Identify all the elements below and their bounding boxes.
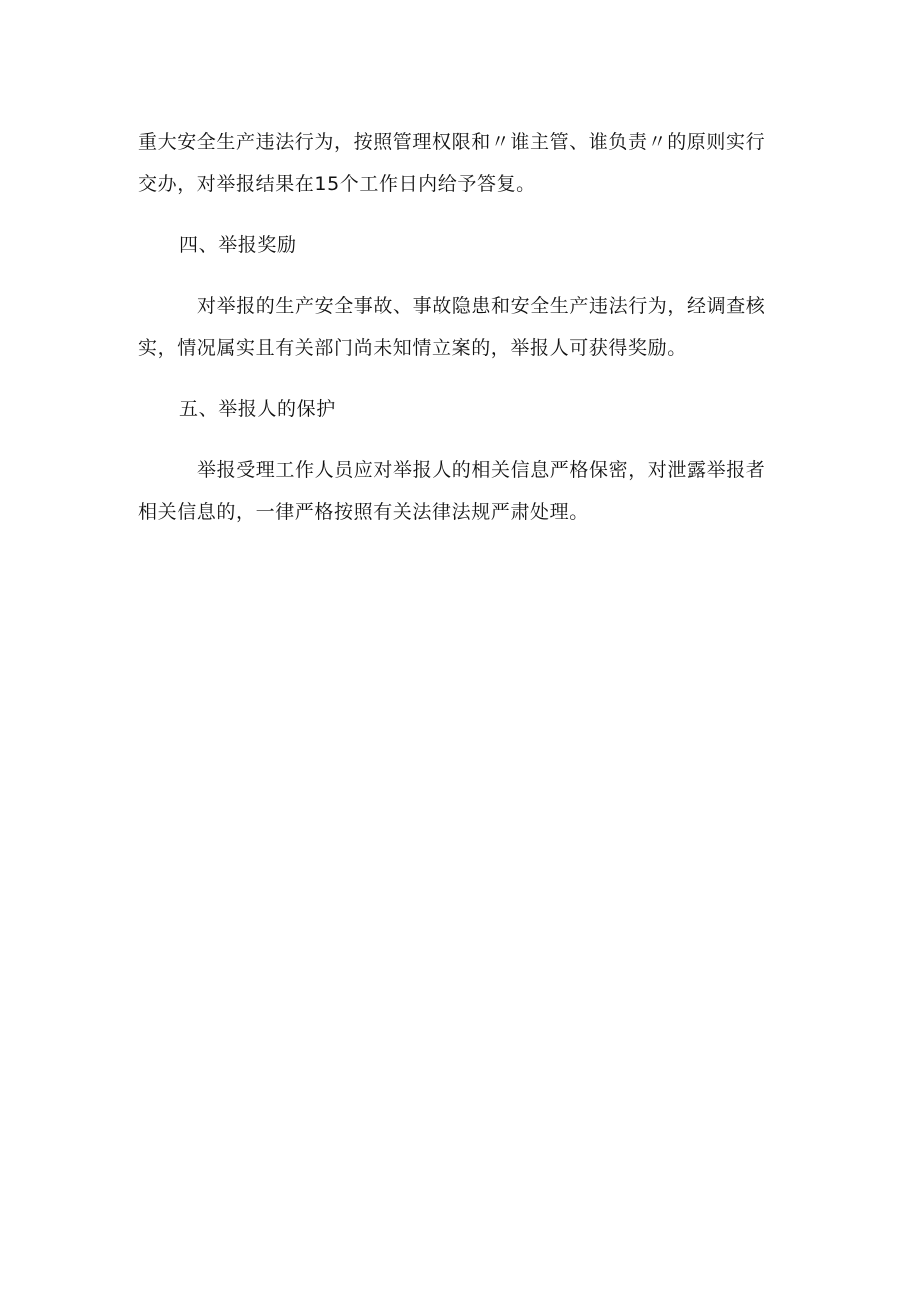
paragraph-line: 实，情况属实且有关部门尚未知情立案的，举报人可获得奖励。 (138, 337, 687, 359)
paragraph-line: 对举报的生产安全事故、事故隐患和安全生产违法行为，经调查核 (197, 295, 766, 317)
paragraph-line: 举报受理工作人员应对举报人的相关信息严格保密，对泄露举报者 (197, 459, 766, 481)
section-heading-reward: 四、举报奖励 (179, 234, 297, 256)
paragraph-line: 重大安全生产违法行为，按照管理权限和〃谁主管、谁负责〃的原则实行 (138, 131, 766, 153)
paragraph-line: 相关信息的，一律严格按照有关法律法规严肃处理。 (138, 501, 589, 523)
section-heading-protection: 五、举报人的保护 (179, 398, 336, 420)
paragraph-line: 交办，对举报结果在15个工作日内给予答复。 (138, 173, 536, 195)
paragraph-continued (138, 121, 786, 205)
paragraph-reward (138, 285, 786, 369)
paragraph-protection (138, 449, 786, 533)
document-body (138, 121, 786, 533)
